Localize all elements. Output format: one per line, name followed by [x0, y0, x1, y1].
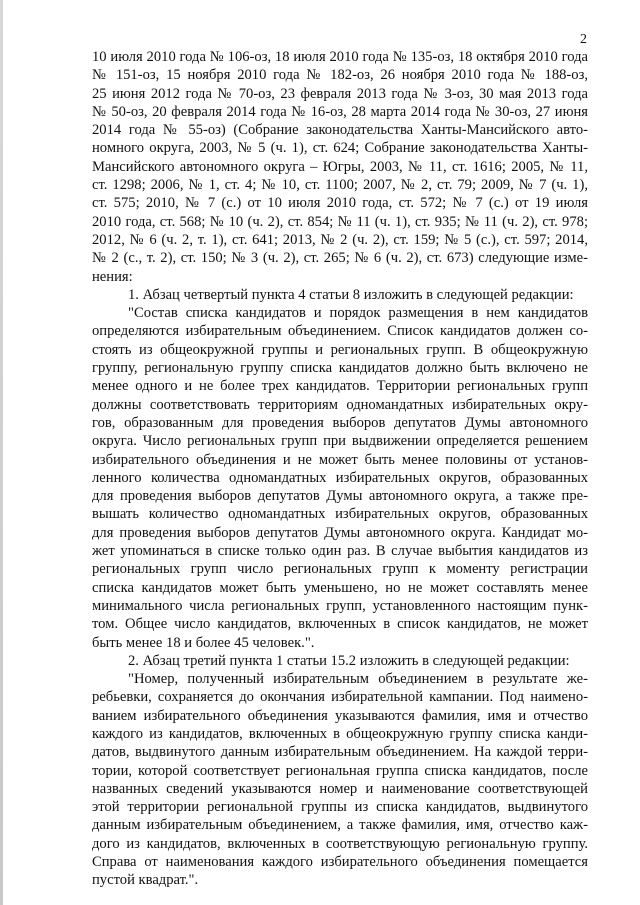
text-line: округа. Число региональных групп при выдвижении определяется решением	[92, 433, 588, 450]
text-line: 1. Абзац четвертый пункта 4 статьи 8 изложить в следующей редакции:	[128, 286, 574, 303]
text-line: тории, которой соответствует региональная группа списка кандидатов, после	[92, 762, 588, 779]
scan-edge	[0, 0, 3, 905]
text-line: списка кандидатов может быть уменьшено, но не может составлять менее	[92, 579, 588, 596]
text-line: ребьевки, сохраняется до окончания избирательной кампании. Под наимено-	[92, 689, 588, 706]
text-line: ленного количества одномандатных избирательных округов, образованных	[92, 469, 588, 486]
text-line: гов, образованным для проведения выборов депутатов Думы автономного	[92, 414, 588, 431]
text-line: дого из кандидатов, включенных в соответствующую региональную группу.	[92, 835, 588, 852]
text-line: 2012, № 6 (ч. 2, т. 1), ст. 641; 2013, № 2 (ч. 2), ст. 159; № 5 (с.), ст. 597; 2014,	[92, 231, 588, 248]
text-line: для проведения выборов депутатов Думы автономного округа, а также пре-	[92, 488, 588, 505]
text-line: датов, выдвинутого данным избирательным объединением. На каждой терри-	[92, 744, 588, 761]
text-line: группу, региональную группу списка кандидатов должно быть включено не	[92, 360, 588, 377]
intro-paragraph	[92, 48, 588, 286]
page-number: 2	[580, 32, 587, 47]
item-1-heading	[92, 286, 588, 304]
item-2-heading	[92, 652, 588, 670]
text-line: № 50-оз, 20 февраля 2014 года № 16-оз, 28 марта 2014 года № 30-оз, 27 июня	[92, 103, 588, 120]
text-line: ванием избирательного объединения указываются фамилия, имя и отчество	[92, 707, 588, 724]
text-line: ст. 575; 2010, № 7 (с.) от 10 июля 2010 года, ст. 572; № 7 (с.) от 19 июля	[92, 195, 588, 212]
text-line: вышать количество одномандатных избирательных округов, образованных	[92, 506, 588, 523]
text-line: 2. Абзац третий пункта 1 статьи 15.2 изложить в следующей редакции:	[128, 652, 570, 669]
item-2-quote	[92, 670, 588, 890]
text-line: данным избирательным объединением, а также фамилия, имя, отчество каж-	[92, 817, 588, 834]
text-line: минимального числа региональных групп, установленного настоящим пунк-	[92, 597, 588, 614]
text-line: определяются избирательным объединением. Список кандидатов должен со-	[92, 323, 588, 340]
text-line: 2010 года, ст. 568; № 10 (ч. 2), ст. 854; № 11 (ч. 1), ст. 935; № 11 (ч. 2), ст. 978;	[92, 213, 588, 230]
text-line: номного округа, 2003, № 5 (ч. 1), ст. 624; Собрание законодательства Ханты-	[92, 140, 588, 157]
text-line: № 2 (с., т. 2), ст. 150; № 3 (ч. 2), ст. 265; № 6 (ч. 2), ст. 673) следующие изме-	[92, 250, 588, 267]
text-line: названных сведений указываются номер и наименование соответствующей	[92, 780, 588, 797]
text-line: этой территории региональной группы из списка кандидатов, выдвинутого	[92, 799, 588, 816]
text-line: быть менее 18 и более 45 человек.".	[92, 634, 315, 651]
document-body	[92, 48, 588, 890]
text-line: ст. 1298; 2006, № 1, ст. 4; № 10, ст. 1100; 2007, № 2, ст. 79; 2009, № 7 (ч. 1),	[92, 177, 588, 194]
text-line: менее одного и не более трех кандидатов. Территории региональных групп	[92, 378, 588, 395]
text-line: том. Общее число кандидатов, включенных в список кандидатов, не может	[92, 616, 588, 633]
item-1-quote	[92, 304, 588, 652]
text-line: избирательного объединения и не может быть менее половины от установ-	[92, 451, 588, 468]
text-line: стоять из общеокружной группы и региональных групп. В общеокружную	[92, 341, 588, 358]
text-line: для проведения выборов депутатов Думы автономного округа. Кандидат мо-	[92, 524, 588, 541]
text-line: № 151-оз, 15 ноября 2010 года № 182-оз, 26 ноября 2010 года № 188-оз,	[92, 67, 588, 84]
text-line: "Номер, полученный избирательным объединением в результате же-	[128, 671, 588, 688]
text-line: 2014 года № 55-оз) (Собрание законодательства Ханты-Мансийского авто-	[92, 122, 588, 139]
text-line: региональных групп число региональных групп к моменту регистрации	[92, 561, 588, 578]
text-line: Мансийского автономного округа – Югры, 2003, № 11, ст. 1616; 2005, № 11,	[92, 158, 588, 175]
text-line: 25 июня 2012 года № 70-оз, 23 февраля 2013 года № 3-оз, 30 мая 2013 года	[92, 85, 588, 102]
text-line: 10 июля 2010 года № 106-оз, 18 июля 2010 года № 135-оз, 18 октября 2010 года	[92, 49, 588, 65]
text-line: жет упоминаться в списке только один раз. В случае выбытия кандидатов из	[92, 543, 588, 560]
text-line: "Состав списка кандидатов и порядок размещения в нем кандидатов	[128, 305, 588, 322]
text-line: пустой квадрат.".	[92, 872, 199, 889]
text-line: должны соответствовать территориям одномандатных избирательных окру-	[92, 396, 588, 413]
text-line: каждого из кандидатов, включенных в общеокружную группу списка канди-	[92, 725, 588, 742]
text-line: Справа от наименования каждого избирательного объединения помещается	[92, 854, 588, 871]
text-line: нения:	[92, 268, 133, 285]
